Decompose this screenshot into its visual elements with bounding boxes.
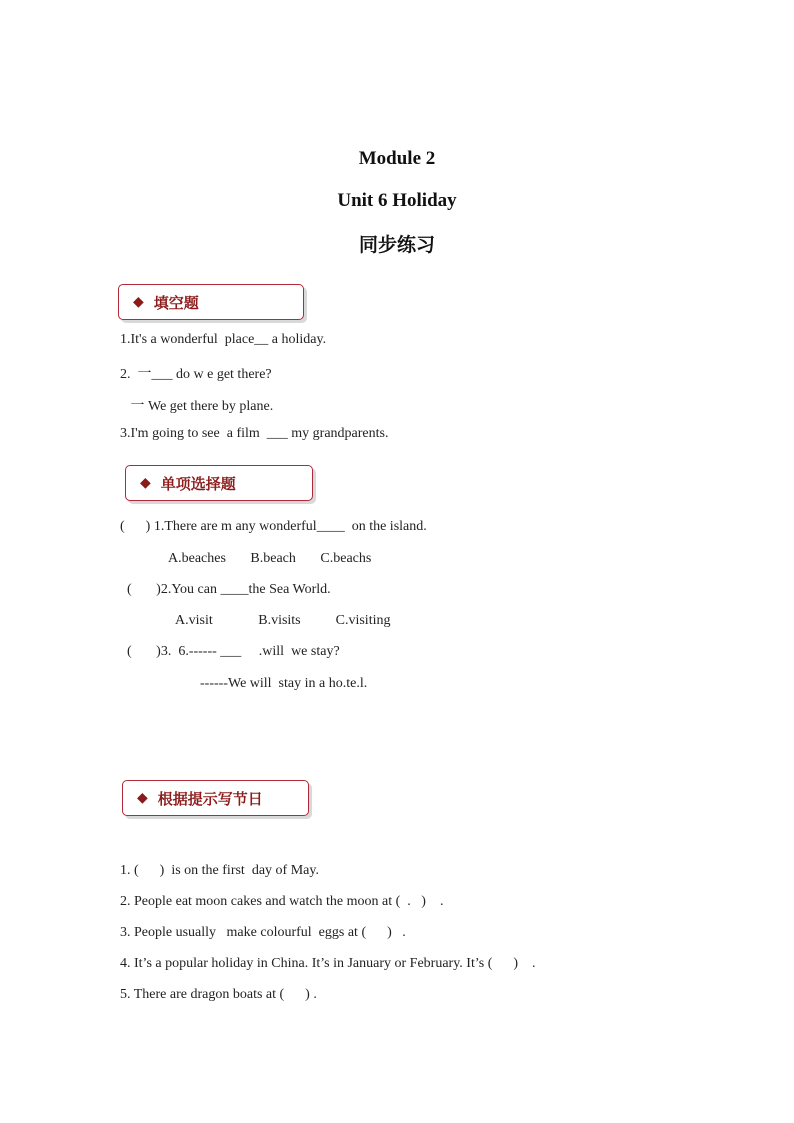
option-line: A.beaches B.beach C.beachs <box>168 551 372 566</box>
question-line: 2. People eat moon cakes and watch the moon at ( . ) . <box>120 894 444 909</box>
section-label: 单项选择题 <box>160 474 236 493</box>
section-label: 填空题 <box>153 293 199 312</box>
section-label: 根据提示写节日 <box>157 789 263 808</box>
section-header-multiple-choice <box>125 465 313 501</box>
question-line: 1. ( ) is on the first day of May. <box>120 863 319 878</box>
page-title-unit: Unit 6 Holiday <box>337 190 457 211</box>
question-line: ( ) 1.There are m any wonderful____ on the island. <box>120 519 427 534</box>
question-line: ( )3. 6.------ ___ .will we stay? <box>127 644 340 659</box>
question-line: ( )2.You can ____the Sea World. <box>127 582 331 597</box>
question-line: 5. There are dragon boats at ( ) . <box>120 987 317 1002</box>
question-line: 一 We get there by plane. <box>120 399 274 414</box>
option-line: A.visit B.visits C.visiting <box>175 613 391 628</box>
question-line: 4. It’s a popular holiday in China. It’s in January or February. It’s ( ) . <box>120 956 536 971</box>
question-line: 1.It's a wonderful place__ a holiday. <box>120 332 327 347</box>
page-title-module: Module 2 <box>358 148 436 169</box>
diamond-icon: ◆ <box>133 294 144 310</box>
answer-line: ------We will stay in a ho.te.l. <box>200 676 368 691</box>
diamond-icon: ◆ <box>137 790 148 806</box>
question-line: 3.I'm going to see a film ___ my grandparents. <box>120 426 389 441</box>
question-line: 3. People usually make colourful eggs at ( ) . <box>120 925 406 940</box>
page-subtitle: 同步练习 <box>358 234 435 256</box>
diamond-icon: ◆ <box>140 475 151 491</box>
section-header-festivals <box>122 780 309 816</box>
question-line: 2. 一___ do w e get there? <box>120 367 272 382</box>
section-header-fill-blank <box>118 284 304 320</box>
